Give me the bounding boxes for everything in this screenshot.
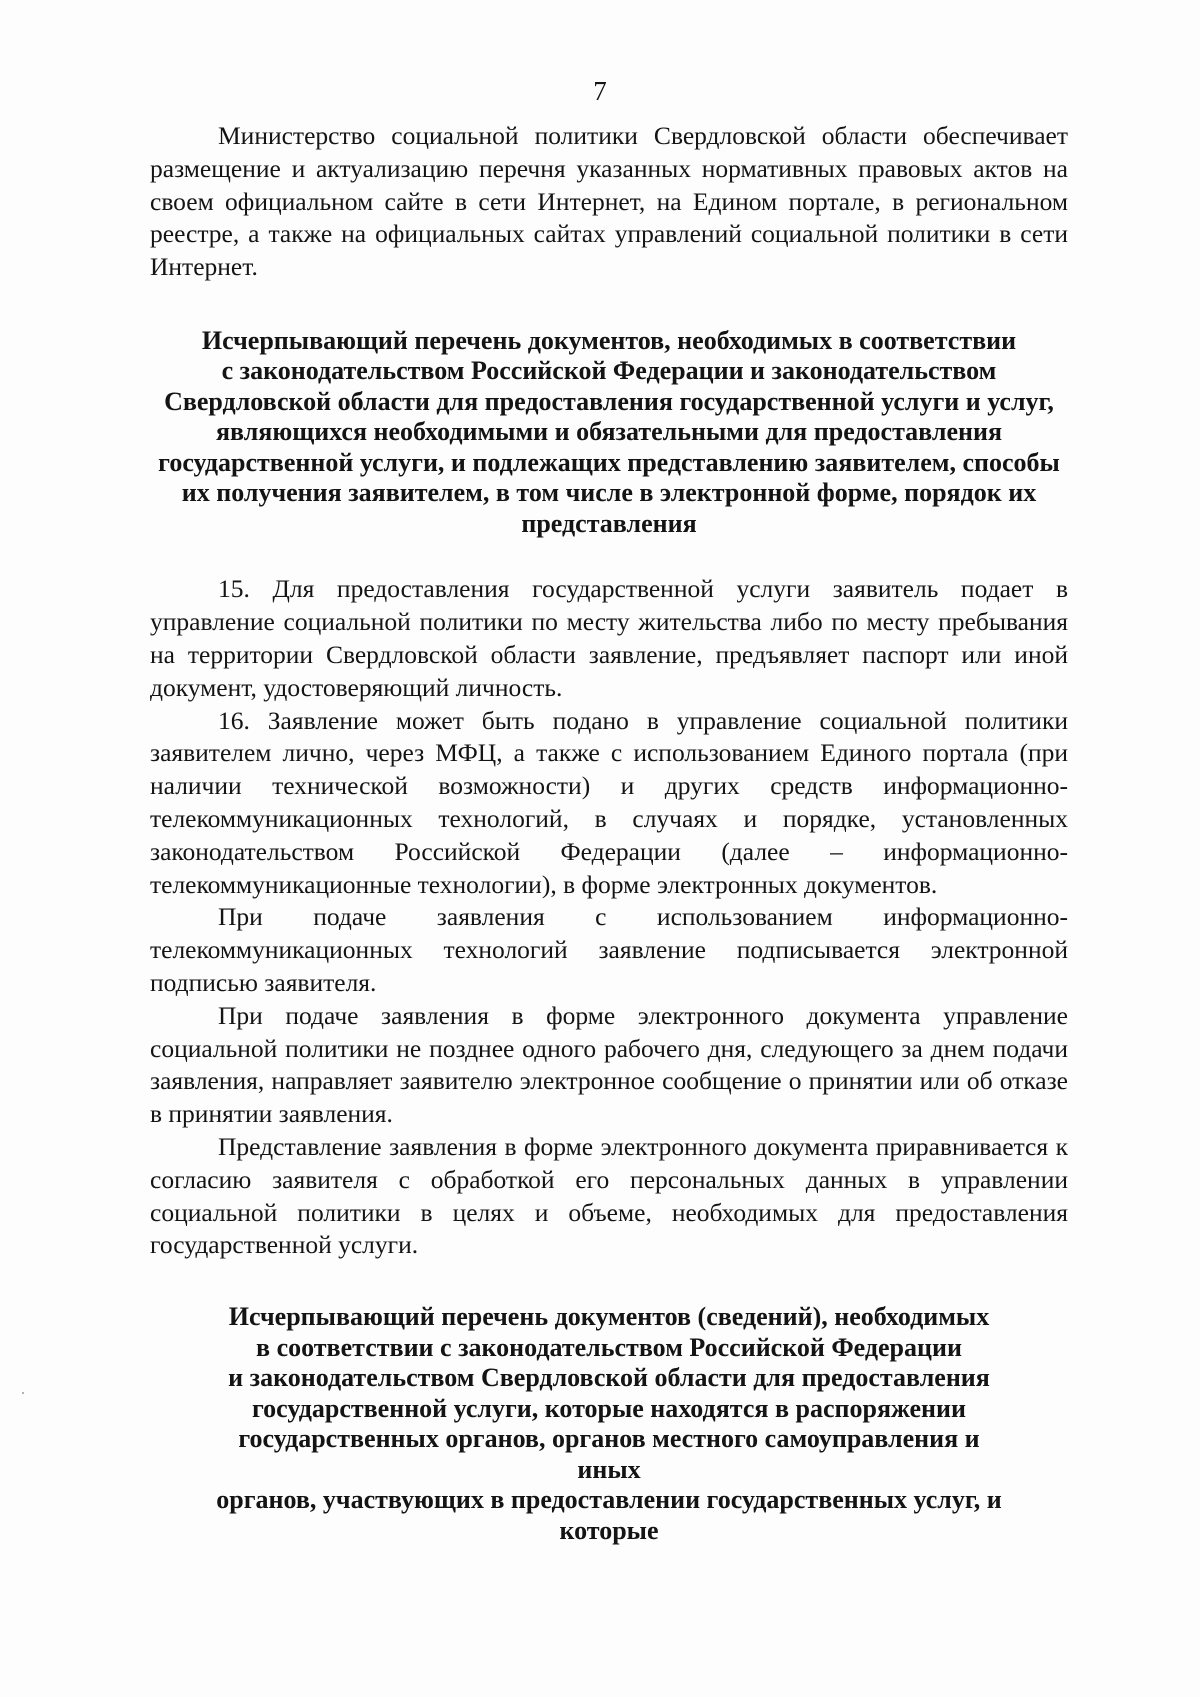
heading-line: государственной услуги, которые находятся в распоряжении bbox=[252, 1393, 966, 1423]
heading-line: государственных органов, органов местного самоуправления и иных bbox=[238, 1424, 980, 1484]
page-number: 7 bbox=[593, 76, 607, 106]
paragraph-electronic-notification: При подаче заявления в форме электронного документа управление социальной политики не позднее одного рабочего дня, следующего за днем подачи заявления, направляет заявителю электронное сообщение о принятии или об отказе в принятии заявления. bbox=[150, 1000, 1068, 1129]
section-heading-documents-required bbox=[150, 326, 1068, 540]
heading-line: в соответствии с законодательством Российской Федерации bbox=[256, 1332, 962, 1362]
heading-line: Исчерпывающий перечень документов, необходимых в соответствии bbox=[201, 325, 1017, 355]
heading-line: представления bbox=[521, 508, 697, 538]
paragraph-15: 15. Для предоставления государственной услуги заявитель подает в управление социальной политики по месту жительства либо по месту пребывания на территории Свердловской области заявление, предъявляет паспорт или иной документ, удостоверяющий личность. bbox=[150, 574, 1068, 702]
heading-line: и законодательством Свердловской области для предоставления bbox=[228, 1363, 990, 1393]
page-content bbox=[150, 120, 1068, 1546]
intro-paragraph: Министерство социальной политики Свердловской области обеспечивает размещение и актуализацию перечня указанных нормативных правовых актов на своем официальном сайте в сети Интернет, на Едином портале, в региональном реестре, а также на официальных сайтах управлений социальной политики в сети Интернет. bbox=[150, 121, 1068, 282]
scan-speck bbox=[22, 1392, 24, 1394]
paragraph-16: 16. Заявление может быть подано в управление социальной политики заявителем лично, через МФЦ, а также с использованием Единого портала (при наличии технической возможности) и других средств информационно-телекоммуникационных технологий, в случаях и порядке, установленных законодательством Российской Федерации (далее – информационно-телекоммуникационные технологии), в форме электронных документов. bbox=[150, 705, 1068, 899]
heading-line: Свердловской области для предоставления государственной услуги и услуг, bbox=[164, 386, 1054, 416]
paragraph-personal-data-consent: Представление заявления в форме электронного документа приравнивается к согласию заявителя с обработкой его персональных данных в управлении социальной политики в целях и объеме, необходимых для предоставления государственной услуги. bbox=[150, 1132, 1068, 1260]
heading-line: государственной услуги, и подлежащих представлению заявителем, способы bbox=[158, 447, 1060, 477]
heading-line: Исчерпывающий перечень документов (сведений), необходимых bbox=[228, 1302, 990, 1332]
heading-line: являющихся необходимыми и обязательными для предоставления bbox=[215, 417, 1003, 447]
section-heading-documents-in-possession bbox=[150, 1302, 1068, 1546]
heading-line: с законодательством Российской Федерации и законодательством bbox=[221, 356, 997, 386]
paragraph-electronic-signature: При подаче заявления с использованием информационно-телекоммуникационных технологий заявление подписывается электронной подписью заявителя. bbox=[150, 902, 1068, 998]
heading-line: их получения заявителем, в том числе в электронной форме, порядок их bbox=[181, 478, 1037, 508]
heading-line: органов, участвующих в предоставлении государственных услуг, и которые bbox=[216, 1485, 1002, 1545]
